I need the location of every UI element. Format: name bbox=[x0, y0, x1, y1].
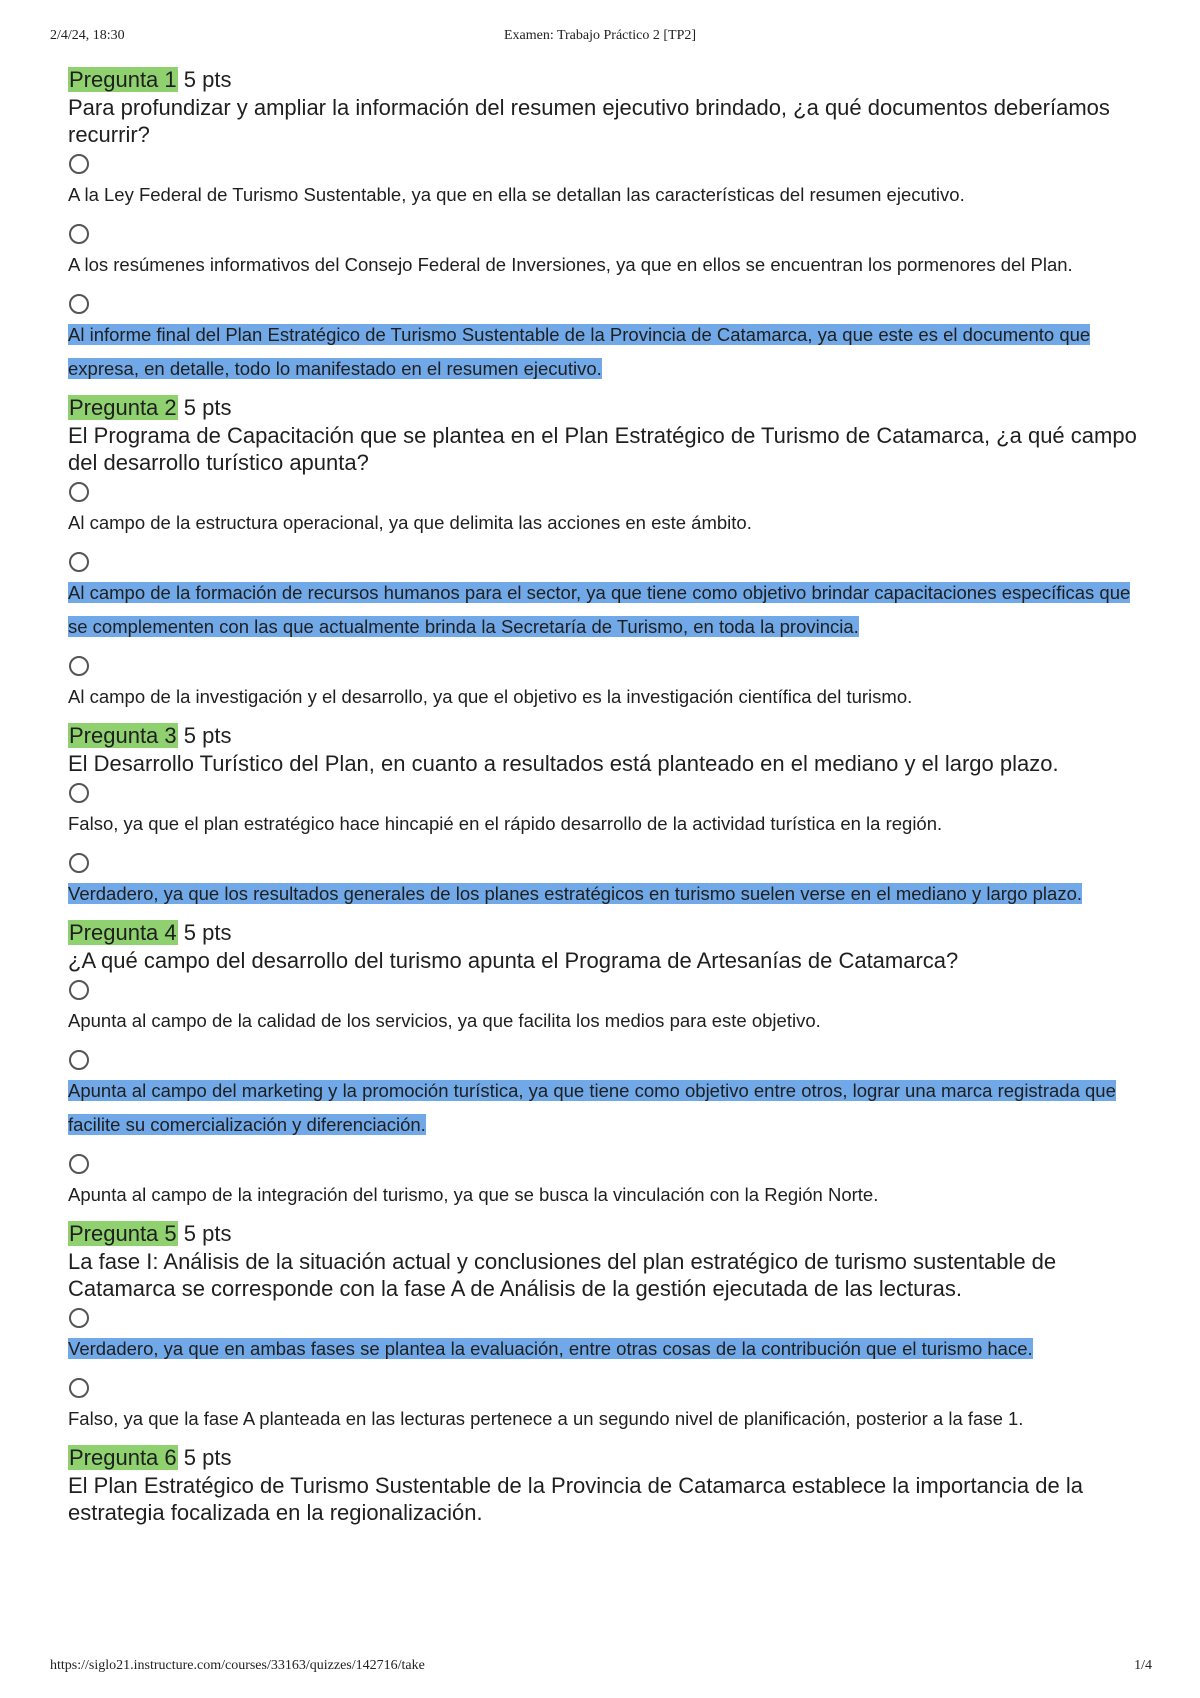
question-points: 5 pts bbox=[183, 395, 232, 420]
question-text: El Programa de Capacitación que se plantea en el Plan Estratégico de Turismo de Catamarca, ¿a qué campo del desarrollo turístico apunta? bbox=[68, 423, 1137, 475]
answer-text: Falso, ya que la fase A planteada en las lecturas pertenece a un segundo nivel de planificación, posterior a la fase 1. bbox=[68, 1408, 1024, 1429]
question-4 bbox=[68, 919, 1148, 1212]
answer-option-selected[interactable] bbox=[68, 853, 1148, 911]
radio-button-icon[interactable] bbox=[69, 1154, 89, 1174]
answer-text: A la Ley Federal de Turismo Sustentable, ya que en ella se detallan las características del resumen ejecutivo. bbox=[68, 184, 965, 205]
question-label: Pregunta 6 bbox=[69, 1445, 177, 1470]
question-points: 5 pts bbox=[183, 920, 232, 945]
print-title: Examen: Trabajo Práctico 2 [TP2] bbox=[503, 28, 697, 43]
answer-text-highlighted: Verdadero, ya que los resultados generales de los planes estratégicos en turismo suelen verse en el mediano y largo plazo. bbox=[68, 883, 1082, 904]
question-3 bbox=[68, 722, 1148, 911]
question-text: La fase I: Análisis de la situación actual y conclusiones del plan estratégico de turismo sustentable de Catamarca se corresponde con la fase A de Análisis de la gestión ejecutada de las lecturas. bbox=[68, 1249, 1057, 1301]
answer-text: Apunta al campo de la calidad de los servicios, ya que facilita los medios para este objetivo. bbox=[68, 1010, 821, 1031]
radio-button-icon[interactable] bbox=[69, 224, 89, 244]
answer-text-highlighted: Al campo de la formación de recursos humanos para el sector, ya que tiene como objetivo brindar capacitaciones específicas que se complementen con las que actualmente brinda la Secretaría de Turismo, en toda la provincia. bbox=[68, 582, 1131, 637]
answer-text-highlighted: Verdadero, ya que en ambas fases se plantea la evaluación, entre otras cosas de la contribución que el turismo hace. bbox=[68, 1338, 1033, 1359]
answer-text: Al campo de la estructura operacional, ya que delimita las acciones en este ámbito. bbox=[68, 512, 752, 533]
question-text: El Plan Estratégico de Turismo Sustentable de la Provincia de Catamarca establece la importancia de la estrategia focalizada en la regionalización. bbox=[68, 1473, 1083, 1525]
question-text: Para profundizar y ampliar la información del resumen ejecutivo brindado, ¿a qué documentos deberíamos recurrir? bbox=[68, 95, 1110, 147]
question-2 bbox=[68, 394, 1148, 714]
question-label: Pregunta 1 bbox=[69, 67, 177, 92]
answer-text-highlighted: Al informe final del Plan Estratégico de Turismo Sustentable de la Provincia de Catamarca, ya que este es el documento que expresa, en detalle, todo lo manifestado en el resumen ejecutivo. bbox=[68, 324, 1091, 379]
question-points: 5 pts bbox=[183, 1221, 232, 1246]
answer-option[interactable] bbox=[68, 1378, 1148, 1436]
radio-button-icon[interactable] bbox=[69, 154, 89, 174]
question-points: 5 pts bbox=[183, 67, 232, 92]
radio-button-icon[interactable] bbox=[69, 1378, 89, 1398]
answer-option[interactable] bbox=[68, 224, 1148, 282]
question-1 bbox=[68, 66, 1148, 386]
answer-text: Falso, ya que el plan estratégico hace hincapié en el rápido desarrollo de la actividad turística en la región. bbox=[68, 813, 943, 834]
answer-option-selected[interactable] bbox=[68, 1050, 1148, 1142]
question-label: Pregunta 2 bbox=[69, 395, 177, 420]
print-page-number: 1/4 bbox=[1134, 1658, 1152, 1673]
answer-option[interactable] bbox=[68, 482, 1148, 540]
answer-text: A los resúmenes informativos del Consejo Federal de Inversiones, ya que en ellos se encuentran los pormenores del Plan. bbox=[68, 254, 1073, 275]
question-label: Pregunta 5 bbox=[69, 1221, 177, 1246]
radio-button-icon[interactable] bbox=[69, 482, 89, 502]
question-text: ¿A qué campo del desarrollo del turismo apunta el Programa de Artesanías de Catamarca? bbox=[68, 948, 959, 973]
radio-button-icon[interactable] bbox=[69, 1308, 89, 1328]
answer-option[interactable] bbox=[68, 656, 1148, 714]
quiz-content bbox=[68, 66, 1148, 1526]
question-6 bbox=[68, 1444, 1148, 1526]
question-text: El Desarrollo Turístico del Plan, en cuanto a resultados está planteado en el mediano y el largo plazo. bbox=[68, 751, 1059, 776]
question-5 bbox=[68, 1220, 1148, 1436]
answer-text-highlighted: Apunta al campo del marketing y la promoción turística, ya que tiene como objetivo entre otros, lograr una marca registrada que facilite su comercialización y diferenciación. bbox=[68, 1080, 1116, 1135]
print-header bbox=[0, 28, 1200, 58]
answer-option-selected[interactable] bbox=[68, 1308, 1148, 1366]
question-label: Pregunta 4 bbox=[69, 920, 177, 945]
answer-option[interactable] bbox=[68, 154, 1148, 212]
radio-button-icon[interactable] bbox=[69, 783, 89, 803]
answer-option[interactable] bbox=[68, 1154, 1148, 1212]
answer-option-selected[interactable] bbox=[68, 294, 1148, 386]
print-url: https://siglo21.instructure.com/courses/33163/quizzes/142716/take bbox=[50, 1658, 425, 1673]
radio-button-icon[interactable] bbox=[69, 1050, 89, 1070]
answer-option-selected[interactable] bbox=[68, 552, 1148, 644]
question-points: 5 pts bbox=[183, 723, 232, 748]
answer-text: Al campo de la investigación y el desarrollo, ya que el objetivo es la investigación científica del turismo. bbox=[68, 686, 913, 707]
answer-text: Apunta al campo de la integración del turismo, ya que se busca la vinculación con la Región Norte. bbox=[68, 1184, 879, 1205]
question-points: 5 pts bbox=[183, 1445, 232, 1470]
radio-button-icon[interactable] bbox=[69, 552, 89, 572]
print-footer bbox=[0, 1658, 1200, 1688]
answer-option[interactable] bbox=[68, 980, 1148, 1038]
radio-button-icon[interactable] bbox=[69, 294, 89, 314]
print-datetime: 2/4/24, 18:30 bbox=[50, 28, 125, 43]
answer-option[interactable] bbox=[68, 783, 1148, 841]
radio-button-icon[interactable] bbox=[69, 853, 89, 873]
radio-button-icon[interactable] bbox=[69, 980, 89, 1000]
question-label: Pregunta 3 bbox=[69, 723, 177, 748]
radio-button-icon[interactable] bbox=[69, 656, 89, 676]
